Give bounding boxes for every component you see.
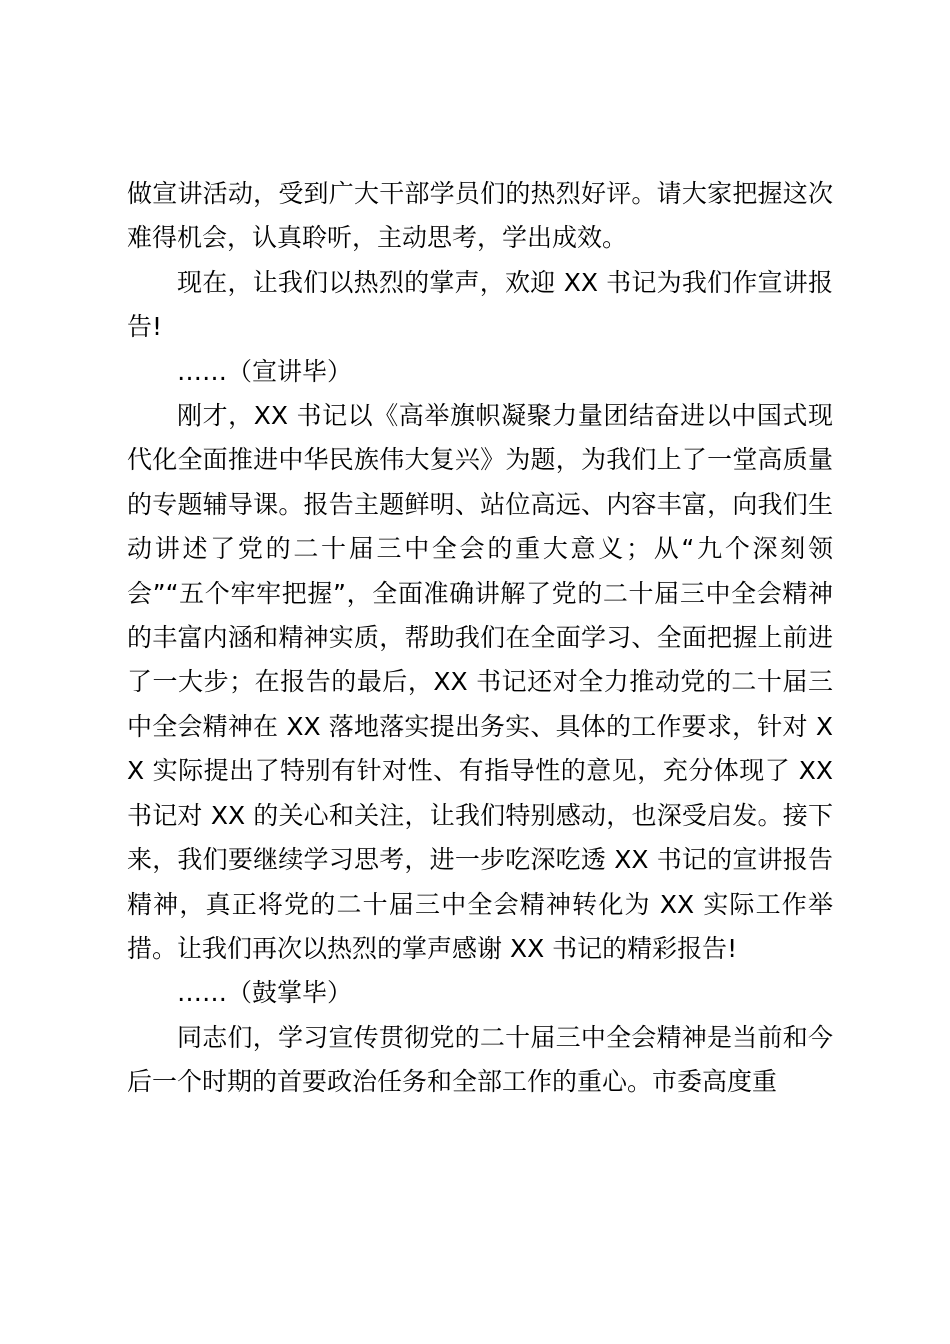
paragraph-applause-end-note: ……（鼓掌毕）	[177, 978, 353, 1008]
paragraph-closing-start: 同志们，学习宣传贯彻党的二十届三中全会精神是当前和今后一个时期的首要政治任务和全部工作的重心。市委高度重	[127, 1022, 833, 1097]
paragraph-continuation: 做宣讲活动，受到广大干部学员们的热烈好评。请大家把握这次难得机会，认真聆听，主动思考，学出成效。	[127, 179, 833, 253]
paragraph-summary: 刚才，XX 书记以《高举旗帜凝聚力量团结奋进以中国式现代化全面推进中华民族伟大复兴》为题，为我们上了一堂高质量的专题辅导课。报告主题鲜明、站位高远、内容丰富，向我们生动讲述了党的二十届三中全会的重大意义；从“九个深刻领会”“五个牢牢把握”，全面准确讲解了党的二十届三中全会精神的丰富内涵和精神实质，帮助我们在全面学习、全面把握上前进了一大步；在报告的最后，XX 书记还对全力推动党的二十届三中全会精神在 XX 落地落实提出务实、具体的工作要求，针对 XX 实际提出了特别有针对性、有指导性的意见，充分体现了 XX 书记对 XX 的关心和关注，让我们特别感动，也深受启发。接下来，我们要继续学习思考，进一步吃深吃透 XX 书记的宣讲报告精神，真正将党的二十届三中全会精神转化为 XX 实际工作举措。让我们再次以热烈的掌声感谢 XX 书记的精彩报告!	[127, 401, 833, 963]
paragraph-welcome: 现在，让我们以热烈的掌声，欢迎 XX 书记为我们作宣讲报告!	[127, 267, 833, 342]
document-body	[127, 172, 833, 1105]
paragraph-lecture-end-note: ……（宣讲毕）	[177, 356, 353, 386]
